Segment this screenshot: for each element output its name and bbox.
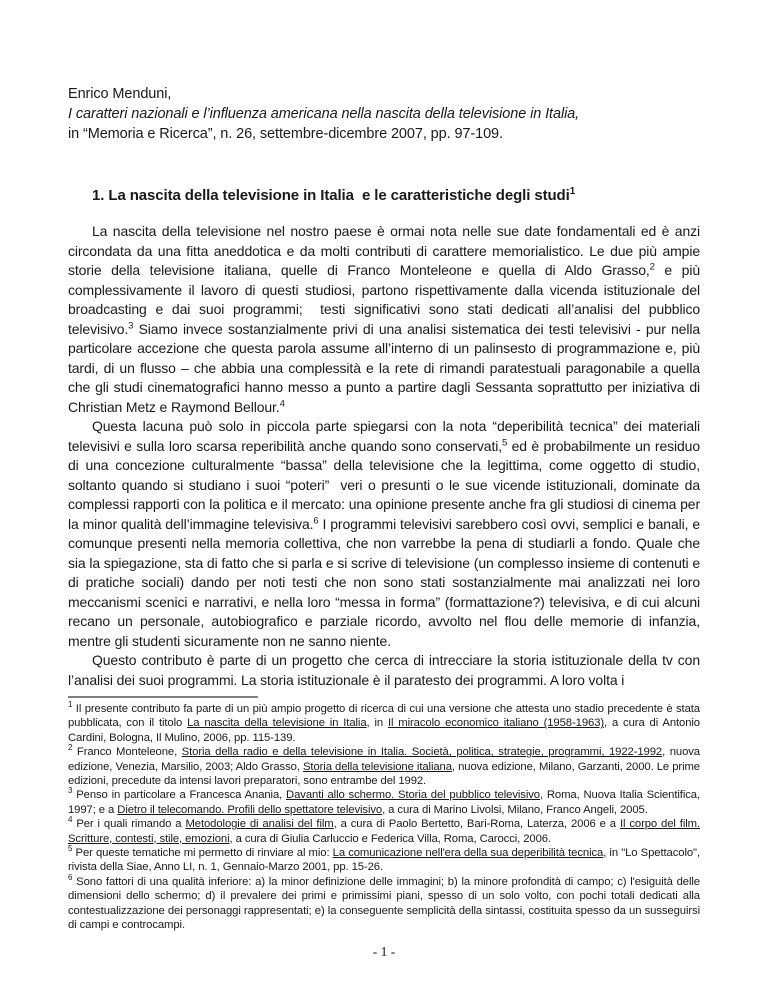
footnote-3: $^3$ Penso in particolare a Francesca Anania, Davanti allo schermo. Storia del pubblico televisivo, Roma, Nuova Italia Scientifica, 1997; e a Dietro il telecomando. Profili dello spettatore televisivo, a cura di Marino Livolsi, Milano, Franco Angeli, 2005.: [68, 786, 701, 816]
author-line: Enrico Menduni,: [68, 86, 172, 102]
section-heading-text: 1. La nascita della televisione in Italia e le caratteristiche degli studi: [92, 187, 570, 204]
footnote-2: $^2$ Franco Monteleone, Storia della radio e della televisione in Italia. Società, politica, strategie, programmi, 1922-1992, nuova edizione, Venezia, Marsilio, 2003; Aldo Grasso, Storia della televisione italiana, nuova edizione, Milano, Garzanti, 2000. Le prime edizioni, precedute da intensi lavori preparatori, sono entrambe del 1992.: [68, 743, 700, 788]
footnote-1: $^1$ Il presente contributo fa parte di un più ampio progetto di ricerca di cui una versione che attesta uno stadio precedente è stata pubblicata, con il titolo La nascita della televisione in Italia, in Il miracolo economico italiano (1958-1963), a cura di Antonio Cardini, Bologna, Il Mulino, 2006, pp. 115-139.: [68, 700, 700, 744]
body-paragraph-1: La nascita della televisione nel nostro paese è ormai nota nelle sue date fondamentali ed è anzi circondata da una fitta aneddotica e da molti contributi di carattere memorialistico. Le due più ampie storie della televisione italiana, quelle di Franco Monteleone e quella di Aldo Grasso,$^2$ e più complessivamente il lavoro di questi studiosi, partono rispettivamente dalla vicenda istituzionale del broadcasting e dai suoi programmi; testi significativi sono stati dedicati all’analisi del pubblico televisivo.$^3$ Siamo invece sostanzialmente privi di una analisi sistematica dei testi televisivi - pur nella particolare accezione che questa parola assume all’interno di un palinsesto di programmazione e, più tardi, di un flusso – che abbia una complessità e la rete di rimandi paratestuali paragonabile a quella che gli studi cinematografici hanno messo a punto a partire dagli Sessanta soprattutto per iniziativa di Christian Metz e Raymond Bellour.$^4$: [68, 223, 701, 415]
publication-line: in “Memoria e Ricerca”, n. 26, settembre-dicembre 2007, pp. 97-109.: [68, 126, 503, 142]
footnote-4: $^4$ Per i quali rimando a Metodologie di analisi del film, a cura di Paolo Bertetto, Bari-Roma, Laterza, 2006 e a Il corpo del film. Scritture, contesti, stile, emozioni, a cura di Giulia Carluccio e Federica Villa, Roma, Carocci, 2006.: [68, 815, 700, 845]
footnote-6: $^6$ Sono fattori di una qualità inferiore: a) la minor definizione delle immagini; b) la minore profondità di campo; c) l'esiguità delle dimensioni dello schermo; d) il prevalere dei primi e primissimi piani, spesso di un solo volto, con pochi totali dedicati alla contestualizzazione dei personaggi rappresentati; e) la conseguente semplicità della sintassi, costituita spesso da un susseguirsi di campi e controcampi.: [68, 873, 700, 932]
page-footer: [68, 936, 700, 994]
footnote-5: $^5$ Per queste tematiche mi permetto di rinviare al mio: La comunicazione nell'era della sua deperibilità tecnica, in "Lo Spettacolo", rivista della Siae, Anno LI, n. 1, Gennaio-Marzo 2001, pp. 15-26.: [68, 844, 700, 874]
section-heading: [68, 186, 700, 206]
footnotes-section: [68, 696, 700, 933]
body-paragraph-3: Questo contributo è parte di un progetto che cerca di intrecciare la storia istituzionale della tv con l’analisi dei suoi programmi. La storia istituzionale è il paratesto dei programmi. A loro volta i: [68, 652, 700, 688]
heading-footnote-ref: 1: [569, 186, 576, 197]
document-header: [68, 84, 700, 144]
article-title: I caratteri nazionali e l’influenza americana nella nascita della televisione in Italia,: [68, 106, 580, 122]
page-number: - 1 -: [372, 944, 396, 959]
footnote-separator: [68, 696, 258, 698]
article-body: [68, 222, 700, 690]
body-paragraph-2: Questa lacuna può solo in piccola parte spiegarsi con la nota “deperibilità tecnica” dei materiali televisivi e sulla loro scarsa reperibilità anche quando sono conservati,$^5$ ed è probabilmente un residuo di una concezione culturalmente “bassa” della televisione che la legittima, come oggetto di studio, soltanto quando si studiano i suoi “poteri” veri o presunti o le sue vicende istituzionali, dominate da complessi rapporti con la politica e il mercato: una opinione presente anche fra gli studiosi di cinema per la minor qualità dell’immagine televisiva.$^6$ I programmi televisivi sarebbero così ovvi, semplici e banali, e comunque presenti nella memoria collettiva, che non varrebbe la pena di studiarli a fondo. Quale che sia la spiegazione, sta di fatto che si parla e si scrive di televisione (un complesso insieme di contenuti e di pratiche sociali) dando per noti testi che non sono stati sostanzialmente mai analizzati nei loro meccanismi scenici e narrativi, e nella loro “messa in forma” (formattazione?) televisiva, e di cui alcuni recano un personale, autobiografico e parziale ricordo, avvolto nel flou delle memorie di infanzia, mentre gli studenti sicuramente non ne sanno niente.: [68, 418, 701, 649]
